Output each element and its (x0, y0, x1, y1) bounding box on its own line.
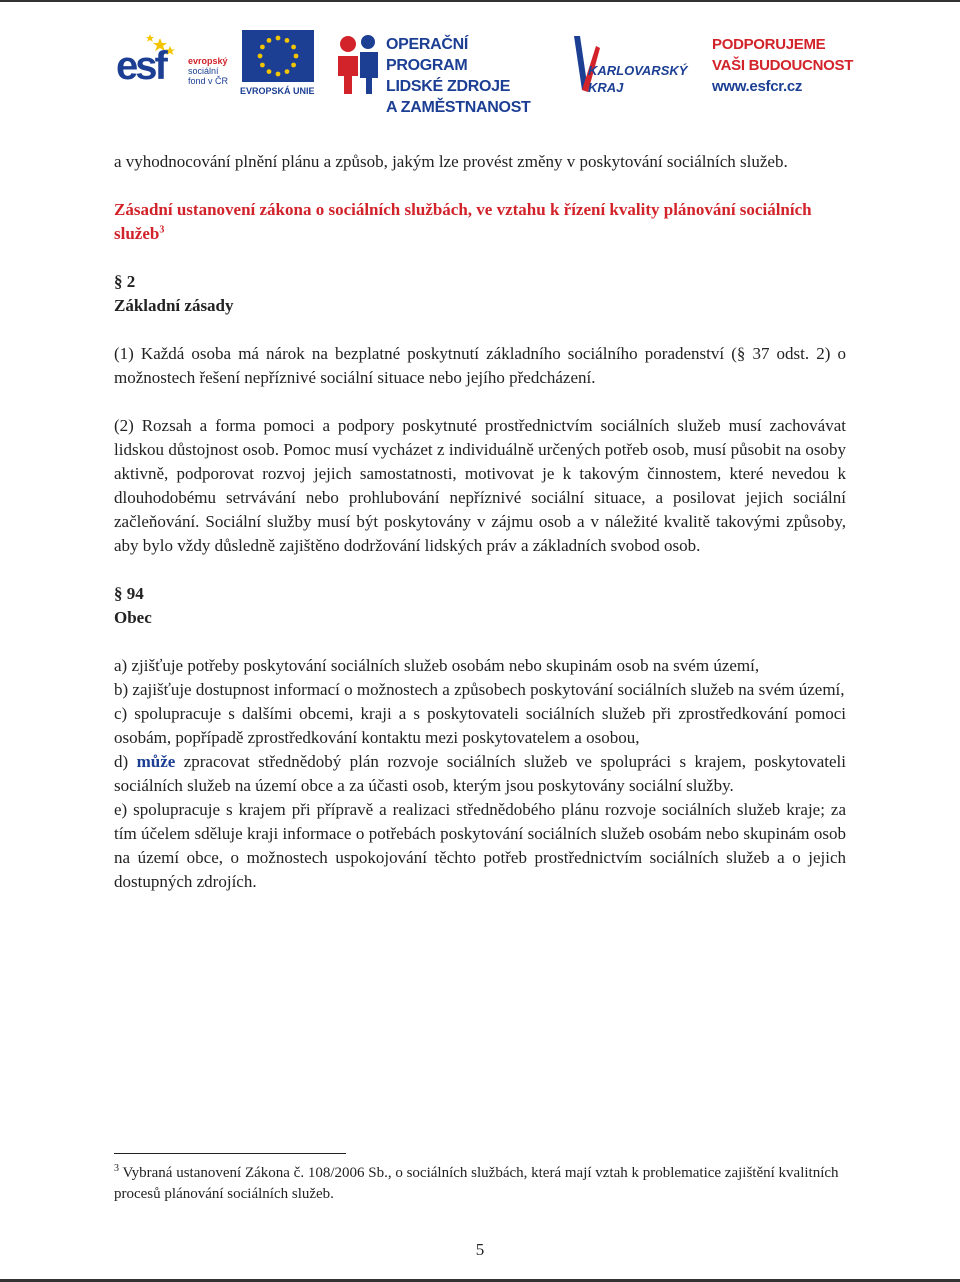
kv-line1: KARLOVARSKÝ (588, 63, 688, 78)
footnote-ref: 3 (159, 224, 165, 236)
page-top-border (0, 0, 960, 2)
esf-letters: esf (116, 44, 165, 88)
logo-banner (114, 28, 860, 116)
footnote (114, 1163, 846, 1205)
esf-caption-line2: sociální (188, 66, 219, 76)
section-94-title: Obec (114, 608, 152, 627)
support-line2: VAŠI BUDOUCNOST (712, 57, 854, 74)
list-item-e: e) spolupracuje s krajem při přípravě a realizaci střednědobého plánu rozvoje sociálních služeb kraje; za tím účelem sděluje kraji informace o potřebách poskytování sociálních služeb osobám nebo skupinám osob na území obce, o možnostech uspokojování těchto potřeb prostřednictvím sociálních služeb a o jejich dostupných zdrojích. (114, 800, 846, 891)
op-line3: A ZAMĚSTNANOST (386, 99, 531, 116)
section-heading (114, 198, 846, 246)
eu-caption: EVROPSKÁ UNIE (240, 86, 315, 96)
op-people-icon (336, 30, 380, 98)
section-2-paragraph-2: (2) Rozsah a forma pomoci a podpory poskytnuté prostřednictvím sociálních služeb musí zachovávat lidskou důstojnost osob. Pomoc musí vycházet z individuálně určených potřeb osob, musí působit na osoby aktivně, podporovat rozvoj jejich samostatnosti, motivovat je k takovým činnostem, které nevedou k dlouhodobému setrvávání nebo prohlubování nepříznivé sociální situace, a posilovat jejich sociální začleňování. Sociální služby musí být poskytovány v zájmu osob a v náležité kvalitě takovými způsoby, aby bylo vždy důsledně zajištěno dodržování lidských práv a základních svobod osob. (114, 416, 846, 555)
list-item-d (114, 750, 846, 798)
list-item-d-prefix: d) (114, 752, 129, 771)
esf-logo (114, 28, 234, 100)
section-94-number: § 94 (114, 584, 144, 603)
eu-logo (240, 28, 316, 100)
karlovarsky-kraj-logo (570, 28, 690, 100)
list-item-a: a) zjišťuje potřeby poskytování sociálních služeb osobám nebo skupinám osob na svém území, (114, 656, 760, 675)
document-body (114, 150, 846, 894)
kv-line2: KRAJ (588, 80, 624, 95)
footnote-separator (114, 1153, 346, 1154)
esfcr-support-text (712, 34, 853, 97)
page-number: 5 (475, 1240, 485, 1259)
section-2-number: § 2 (114, 272, 136, 291)
support-url: www.esfcr.cz (712, 78, 803, 95)
op-line1: OPERAČNÍ PROGRAM (386, 36, 469, 74)
eu-flag-icon (242, 30, 314, 82)
karlovarsky-kraj-text (588, 62, 687, 96)
esf-caption (188, 56, 228, 86)
section-2-paragraph-1: (1) Každá osoba má nárok na bezplatné poskytnutí základního sociálního poradenství (§ 37 odst. 2) o možnostech řešení nepříznivé sociální situace nebo jejího předcházení. (114, 344, 846, 387)
list-item-c: c) spolupracuje s dalšími obcemi, kraji a s poskytovateli sociálních služeb při zprostředkování pomoci osobám, popřípadě zprostředkování kontaktu mezi poskytovatelem a osobou, (114, 704, 846, 747)
esf-caption-line1: evropský (188, 56, 228, 66)
intro-paragraph: a vyhodnocování plnění plánu a způsob, jakým lze provést změny v poskytování sociálních služeb. (114, 152, 788, 171)
list-item-b: b) zajišťuje dostupnost informací o možnostech a způsobech poskytování sociálních služeb na svém území, (114, 680, 845, 699)
section-heading-text: Zásadní ustanovení zákona o sociálních službách, ve vztahu k řízení kvality plánování sociálních služeb (114, 200, 812, 243)
footnote-text: Vybraná ustanovení Zákona č. 108/2006 Sb., o sociálních službách, která mají vztah k problematice zajištění kvalitních procesů plánování sociálních služeb. (114, 1165, 839, 1202)
list-item-d-emphasis: může (136, 752, 176, 771)
footnote-marker: 3 (114, 1163, 119, 1174)
op-lzz-logo (336, 28, 550, 116)
esf-caption-line3: fond v ČR (188, 76, 229, 86)
support-line1: PODPORUJEME (712, 36, 826, 53)
section-2-title: Základní zásady (114, 296, 234, 315)
op-line2: LIDSKÉ ZDROJE (386, 78, 511, 95)
esfcr-support-logo (712, 28, 862, 100)
op-lzz-title (386, 34, 550, 118)
list-item-d-text: zpracovat střednědobý plán rozvoje sociálních služeb ve spolupráci s krajem, poskytovateli sociálních služeb na území obce a za účasti osob, kterým jsou poskytovány sociální služby. (114, 752, 847, 795)
